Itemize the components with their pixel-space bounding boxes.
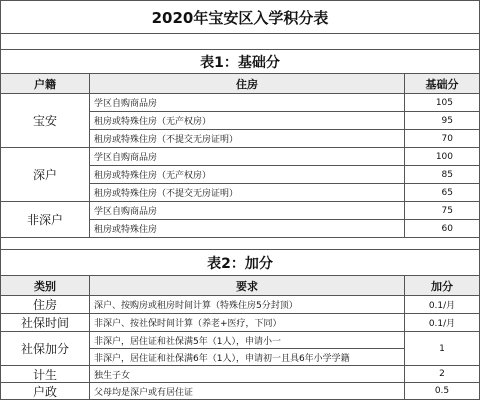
housing-cell: 学区自购商品房 (90, 94, 405, 112)
category-cell: 社保加分 (0, 332, 90, 366)
table-row (90, 166, 480, 184)
score-cell: 95 (405, 112, 480, 130)
table-row (90, 148, 480, 166)
requirement-cell: 父母均是深户或有居住证 (90, 383, 405, 400)
score-cell: 65 (405, 184, 480, 202)
table-row (90, 94, 480, 112)
housing-cell: 学区自购商品房 (90, 148, 405, 166)
table1-title: 表1：基础分 (0, 50, 480, 74)
table1-body (90, 94, 480, 238)
score-cell: 100 (405, 148, 480, 166)
header-requirement: 要求 (90, 276, 405, 296)
housing-cell: 租房或特殊住房（无产权房） (90, 166, 405, 184)
table-row (0, 366, 480, 383)
housing-cell: 租房或特殊住房（不提交无房证明） (90, 130, 405, 148)
table-row (90, 184, 480, 202)
bonus-cell: 1 (405, 332, 480, 366)
table2-header-row (0, 276, 480, 296)
table2-title: 表2：加分 (0, 250, 480, 276)
requirement-cell: 非深户，居住证和社保满5年（1人），申请小一 (90, 332, 405, 349)
header-base-score: 基础分 (405, 74, 480, 94)
requirement-cell: 非深户、按社保时间计算（养老+医疗，下同） (90, 314, 405, 332)
table-row (90, 202, 480, 220)
table-row (90, 112, 480, 130)
table-row (0, 314, 480, 332)
requirement-cell: 独生子女 (90, 366, 405, 383)
bonus-cell: 0.5 (405, 383, 480, 400)
header-category: 类别 (0, 276, 90, 296)
bonus-cell: 0.1/月 (405, 296, 480, 314)
page-title: 2020年宝安区入学积分表 (0, 0, 480, 34)
table1-header-row (0, 74, 480, 94)
category-cell: 户政 (0, 383, 90, 400)
category-cell: 社保时间 (0, 314, 90, 332)
header-hukou: 户籍 (0, 74, 90, 94)
spacer-row (0, 238, 480, 250)
bonus-cell: 2 (405, 366, 480, 383)
score-cell: 60 (405, 220, 480, 238)
title-row (0, 0, 480, 34)
category-cell: 住房 (0, 296, 90, 314)
score-cell: 75 (405, 202, 480, 220)
header-housing: 住房 (90, 74, 405, 94)
housing-cell: 租房或特殊住房（无产权房） (90, 112, 405, 130)
requirement-cell: 深户、按购房或租房时间计算（特殊住房5分封顶） (90, 296, 405, 314)
table-row (0, 383, 480, 400)
housing-cell: 租房或特殊住房 (90, 220, 405, 238)
bonus-cell: 0.1/月 (405, 314, 480, 332)
hukou-non-shenzhen: 非深户 (0, 202, 90, 238)
category-cell: 计生 (0, 366, 90, 383)
spacer-row (0, 34, 480, 50)
table-row (90, 220, 480, 238)
table2-title-row (0, 250, 480, 276)
score-cell: 85 (405, 166, 480, 184)
score-cell: 70 (405, 130, 480, 148)
table1-title-row (0, 50, 480, 74)
housing-cell: 学区自购商品房 (90, 202, 405, 220)
score-cell: 105 (405, 94, 480, 112)
spacer-cell (0, 238, 480, 250)
hukou-baoan: 宝安 (0, 94, 90, 148)
hukou-shenzhen: 深户 (0, 148, 90, 202)
spacer-cell (0, 34, 480, 50)
requirement-cell: 非深户，居住证和社保满6年（1人），申请初一且具6年小学学籍 (90, 349, 405, 366)
housing-cell: 租房或特殊住房（不提交无房证明） (90, 184, 405, 202)
table-row (90, 130, 480, 148)
table-row (0, 296, 480, 314)
header-bonus: 加分 (405, 276, 480, 296)
